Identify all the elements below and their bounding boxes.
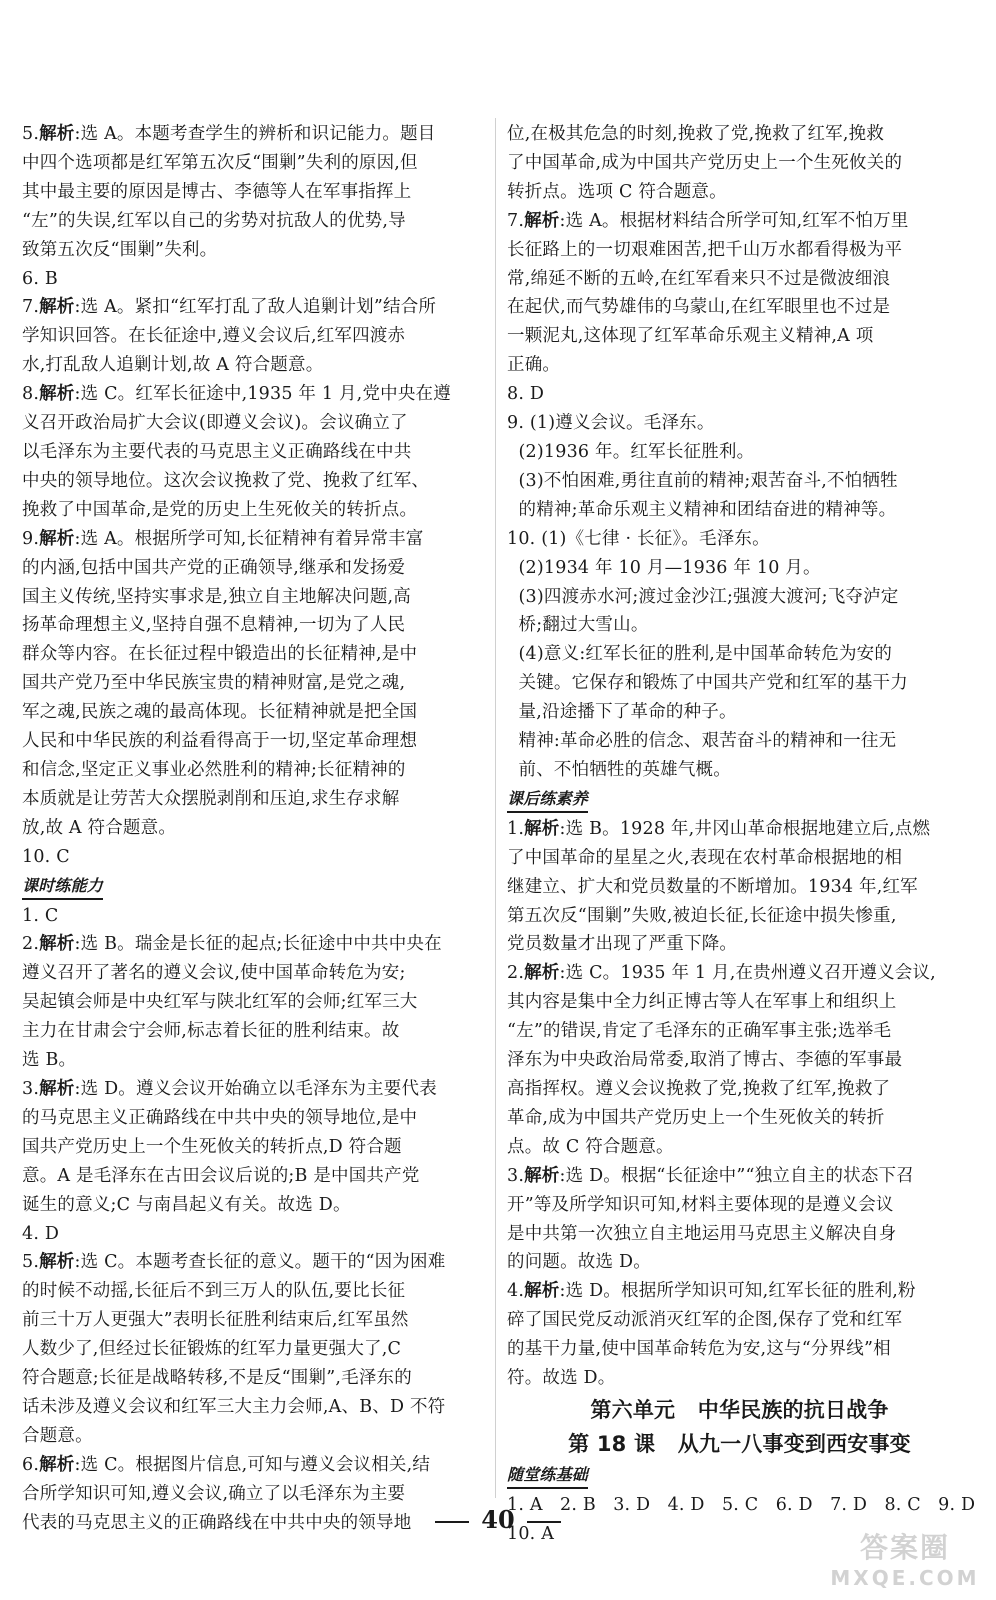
answer-line: (4)意义:红军长征的胜利,是中国革命转危为安的	[507, 644, 893, 665]
answer-line: 选 B。	[22, 1050, 77, 1071]
answer-line: 人民和中华民族的利益看得高于一切,坚定革命理想	[22, 731, 418, 752]
answer-line: 和信念,坚定正义事业必然胜利的精神;长征精神的	[22, 759, 406, 780]
answer-line: 学知识回答。在长征途中,遵义会议后,红军四渡赤	[22, 326, 406, 347]
watermark-top-text: 答案圈	[859, 1531, 950, 1564]
answer-line: 继建立、扩大和党员数量的不断增加。1934 年,红军	[507, 876, 918, 897]
answer-line	[507, 815, 972, 844]
answer-item	[22, 930, 487, 1075]
answer-line: 诞生的意义;C 与南昌起义有关。故选 D。	[22, 1194, 351, 1215]
answer-line: 前三十万人更强大”表明长征胜利结束后,红军虽然	[22, 1310, 409, 1331]
analysis-keyword: 解析	[39, 297, 75, 318]
answer-line: 代表的马克思主义的正确路线在中共中央的领导地	[22, 1512, 412, 1533]
answer-line: 国共产党历史上一个生死攸关的转折点,D 符合题	[22, 1136, 402, 1157]
answer-line: 军之魂,民族之魂的最高体现。长征精神就是把全国	[22, 702, 418, 723]
answer-line	[22, 120, 487, 149]
answer-key-row: 1. A 2. B 3. D 4. D 5. C 6. D 7. D 8. C 9. D	[507, 1494, 976, 1515]
answer-line: 桥;翻过大雪山。	[507, 615, 649, 636]
answer-line: 高指挥权。遵义会议挽救了党,挽救了红军,挽救了	[507, 1079, 891, 1099]
answer-line: “左”的失误,红军以自己的劣势对抗敌人的优势,导	[22, 210, 406, 231]
answer-line: 放,故 A 符合题意。	[22, 817, 177, 838]
answer-line: 9. (1)遵义会议。毛泽东。	[507, 413, 715, 434]
answer-item	[507, 409, 972, 525]
answer-text: 2.	[22, 934, 40, 955]
answer-line: (3)四渡赤水河;渡过金沙江;强渡大渡河;飞夺泸定	[507, 586, 899, 607]
answer-line: 扬革命理想主义,坚持自强不息精神,一切为了人民	[22, 615, 406, 636]
answer-text: :选 A。本题考查学生的辨析和识记能力。题目	[74, 124, 436, 144]
answer-line: 了中国革命的星星之火,表现在农村革命根据地的相	[507, 847, 903, 868]
answer-line: 的时候不动摇,长征后不到三万人的队伍,要比长征	[22, 1281, 406, 1302]
answer-line: 的问题。故选 D。	[507, 1252, 651, 1273]
answer-line: 4. D	[22, 1223, 60, 1244]
answer-line: “左”的错误,肯定了毛泽东的正确军事主张;选举毛	[507, 1021, 892, 1042]
answer-line	[507, 1162, 972, 1191]
answer-line	[22, 380, 487, 409]
answer-text: 7.	[22, 297, 40, 318]
answer-item	[507, 525, 972, 785]
answer-line: 的内涵,包括中国共产党的正确领导,继承和发扬爱	[22, 557, 406, 578]
answer-line	[22, 930, 487, 959]
page-number-dash-left	[435, 1521, 469, 1523]
answer-item	[507, 1162, 972, 1278]
answer-text: 9.	[22, 528, 40, 549]
answer-line: 1. C	[22, 905, 59, 926]
answer-line: 话未涉及遵义会议和红军三大主力会师,A、B、D 不符	[22, 1396, 446, 1417]
section-label: 课时练能力	[22, 874, 103, 900]
answer-line: 10. C	[22, 846, 70, 867]
answer-line	[507, 207, 972, 236]
answer-text: 4.	[507, 1281, 525, 1302]
answer-text: 5.	[22, 124, 40, 144]
answer-line: 符合题意;长征是战略转移,不是反“围剿”,毛泽东的	[22, 1368, 412, 1389]
answer-line: (3)不怕困难,勇往直前的精神;艰苦奋斗,不怕牺牲	[507, 470, 898, 491]
answer-text: 5.	[22, 1252, 40, 1273]
analysis-keyword: 解析	[524, 818, 560, 839]
answer-line: 是中共第一次独立自主地运用马克思主义解决自身	[507, 1223, 897, 1244]
answer-line: 一颗泥丸,这体现了红军革命乐观主义精神,A 项	[507, 326, 874, 347]
answer-text: :选 B。1928 年,井冈山革命根据地建立后,点燃	[559, 818, 931, 839]
answer-text: 1.	[507, 818, 525, 839]
answer-text: :选 D。根据“长征途中”“独立自主的状态下召	[559, 1165, 914, 1186]
answer-line	[507, 1277, 972, 1306]
answer-line: 以毛泽东为主要代表的马克思主义正确路线在中共	[22, 441, 412, 462]
answer-line: 人数少了,但经过长征锻炼的红军力量更强大了,C	[22, 1339, 402, 1360]
analysis-keyword: 解析	[524, 1281, 560, 1302]
answer-line: 义召开政治局扩大会议(即遵义会议)。会议确立了	[22, 413, 408, 434]
analysis-keyword: 解析	[39, 1079, 75, 1099]
analysis-keyword: 解析	[39, 1252, 75, 1273]
answer-line: 的精神;革命乐观主义精神和团结奋进的精神等。	[507, 499, 897, 520]
answer-line: 量,沿途播下了革命的种子。	[507, 702, 737, 723]
answer-line: 8. D	[507, 384, 545, 405]
answer-line: 的马克思主义正确路线在中共中央的领导地位,是中	[22, 1107, 418, 1128]
watermark-bottom-text: MXQE.COM	[830, 1566, 980, 1590]
analysis-keyword: 解析	[39, 384, 75, 405]
answer-line: 革命,成为中国共产党历史上一个生死攸关的转折	[507, 1107, 885, 1128]
answer-line: 泽东为中央政治局常委,取消了博古、李德的军事最	[507, 1050, 903, 1071]
unit-title: 第六单元 中华民族的抗日战争	[590, 1397, 889, 1422]
answer-item	[22, 120, 487, 265]
answer-text: 3.	[507, 1165, 525, 1186]
answer-text: :选 C。1935 年 1 月,在贵州遵义召开遵义会议,	[559, 963, 936, 984]
answer-line: 中央的领导地位。这次会议挽救了党、挽救了红军、	[22, 470, 430, 491]
watermark-logo	[820, 1530, 990, 1596]
answer-item	[22, 902, 487, 931]
answer-line: 正确。	[507, 355, 561, 376]
analysis-keyword: 解析	[39, 934, 75, 955]
answer-item	[22, 525, 487, 843]
answer-item	[507, 815, 972, 960]
answer-line: 了中国革命,成为中国共产党历史上一个生死攸关的	[507, 152, 903, 173]
answer-text: :选 D。根据所学知识可知,红军长征的胜利,粉	[559, 1281, 916, 1302]
answer-item	[22, 265, 487, 294]
analysis-keyword: 解析	[39, 124, 75, 144]
answer-line: 位,在极其危急的时刻,挽救了党,挽救了红军,挽救	[507, 124, 885, 144]
answer-line: 合题意。	[22, 1425, 93, 1446]
answer-line: 本质就是让劳苦大众摆脱剥削和压迫,求生存求解	[22, 788, 400, 809]
answer-line: 合所学知识可知,遵义会议,确立了以毛泽东为主要	[22, 1483, 406, 1504]
answer-line: 意。A 是毛泽东在古田会议后说的;B 是中国共产党	[22, 1165, 420, 1186]
answer-text: :选 B。瑞金是长征的起点;长征途中中共中央在	[74, 934, 442, 955]
lesson-title: 第 18 课 从九一八事变到西安事变	[568, 1431, 911, 1456]
answer-item	[507, 207, 972, 380]
answer-line: 常,绵延不断的五岭,在红军看来只不过是微波细浪	[507, 268, 891, 289]
answer-line: 点。故 C 符合题意。	[507, 1136, 674, 1157]
answer-line: 第五次反“围剿”失败,被迫长征,长征途中损失惨重,	[507, 905, 897, 926]
section-label: 课后练素养	[507, 787, 588, 813]
column-divider	[495, 118, 496, 1498]
page-number: 40	[481, 1505, 515, 1534]
analysis-keyword: 解析	[524, 963, 560, 984]
analysis-keyword: 解析	[39, 1454, 75, 1475]
answer-item	[507, 120, 972, 207]
answer-line: 挽救了中国革命,是党的历史上生死攸关的转折点。	[22, 499, 418, 520]
answer-line: 吴起镇会师是中央红军与陕北红军的会师;红军三大	[22, 992, 418, 1013]
answer-line: 10. A	[507, 1523, 555, 1544]
answer-line: 其内容是集中全力纠正博古等人在军事上和组织上	[507, 992, 897, 1013]
answer-line	[507, 959, 972, 988]
answer-text: :选 C。本题考查长征的意义。题干的“因为困难	[74, 1252, 446, 1273]
answer-line: 主力在甘肃会宁会师,标志着长征的胜利结束。故	[22, 1021, 400, 1042]
answer-line: 致第五次反“围剿”失利。	[22, 239, 218, 260]
answer-item	[22, 1220, 487, 1249]
analysis-keyword: 解析	[39, 528, 75, 549]
answer-line: (2)1934 年 10 月—1936 年 10 月。	[507, 557, 821, 578]
answer-line: 其中最主要的原因是博古、李德等人在军事指挥上	[22, 181, 412, 202]
answer-line: 遵义召开了著名的遵义会议,使中国革命转危为安;	[22, 963, 406, 984]
answer-item	[22, 843, 487, 872]
analysis-keyword: 解析	[524, 1165, 560, 1186]
answer-item	[507, 1277, 972, 1393]
answer-line: 党员数量才出现了严重下降。	[507, 934, 738, 955]
answer-item	[507, 380, 972, 409]
answer-line: 转折点。选项 C 符合题意。	[507, 181, 727, 202]
answer-item	[22, 380, 487, 525]
answer-line: 群众等内容。在长征过程中锻造出的长征精神,是中	[22, 644, 418, 665]
answer-line	[22, 1248, 487, 1277]
answer-line: 国共产党乃至中华民族宝贵的精神财富,是党之魂,	[22, 673, 406, 694]
answer-line: 水,打乱敌人追剿计划,故 A 符合题意。	[22, 355, 324, 376]
answer-text: 8.	[22, 384, 40, 405]
answer-line	[22, 293, 487, 322]
answer-line: 精神:革命必胜的信念、艰苦奋斗的精神和一往无	[507, 731, 897, 752]
answer-line: 长征路上的一切艰难困苦,把千山万水都看得极为平	[507, 239, 903, 260]
answer-line: 6. B	[22, 268, 58, 289]
answer-text: :选 A。紧扣“红军打乱了敌人追剿计划”结合所	[74, 297, 437, 318]
analysis-keyword: 解析	[524, 210, 560, 231]
answer-line: 碎了国民党反动派消灭红军的企图,保存了党和红军	[507, 1310, 903, 1331]
answer-line: 10. (1)《七律 · 长征》。毛泽东。	[507, 528, 770, 549]
answer-item	[22, 293, 487, 380]
answer-line: 前、不怕牺牲的英雄气概。	[507, 759, 731, 780]
answer-line: 的基干力量,使中国革命转危为安,这与“分界线”相	[507, 1339, 891, 1360]
section-label: 随堂练基础	[507, 1463, 588, 1489]
answer-line: 国主义传统,坚持实事求是,独立自主地解决问题,高	[22, 586, 411, 607]
answer-text: :选 D。遵义会议开始确立以毛泽东为主要代表	[74, 1079, 437, 1099]
answer-item	[22, 1075, 487, 1220]
answer-text: :选 A。根据材料结合所学可知,红军不怕万里	[559, 210, 909, 231]
answer-text: 7.	[507, 210, 525, 231]
answer-line: 在起伏,而气势雄伟的乌蒙山,在红军眼里也不过是	[507, 297, 891, 318]
answer-text: 6.	[22, 1454, 40, 1475]
left-column	[22, 120, 487, 1538]
right-column	[507, 120, 976, 1549]
answer-line	[22, 1451, 487, 1480]
answer-text: :选 A。根据所学可知,长征精神有着异常丰富	[74, 528, 424, 549]
answer-item	[507, 959, 972, 1161]
answer-line: 中四个选项都是红军第五次反“围剿”失利的原因,但	[22, 152, 418, 173]
answer-line: 符。故选 D。	[507, 1368, 616, 1389]
answer-line	[22, 1075, 487, 1104]
answer-line: (2)1936 年。红军长征胜利。	[507, 441, 755, 462]
answer-line	[22, 525, 487, 554]
answer-text: :选 C。红军长征途中,1935 年 1 月,党中央在遵	[74, 384, 451, 405]
answer-text: 3.	[22, 1079, 40, 1099]
answer-text: :选 C。根据图片信息,可知与遵义会议相关,结	[74, 1454, 431, 1475]
answer-item	[22, 1248, 487, 1450]
page-number-dash-right	[527, 1521, 561, 1523]
answer-line: 关键。它保存和锻炼了中国共产党和红军的基干力	[507, 673, 908, 694]
answer-text: 2.	[507, 963, 525, 984]
answer-line: 开”等及所学知识可知,材料主要体现的是遵义会议	[507, 1194, 894, 1215]
